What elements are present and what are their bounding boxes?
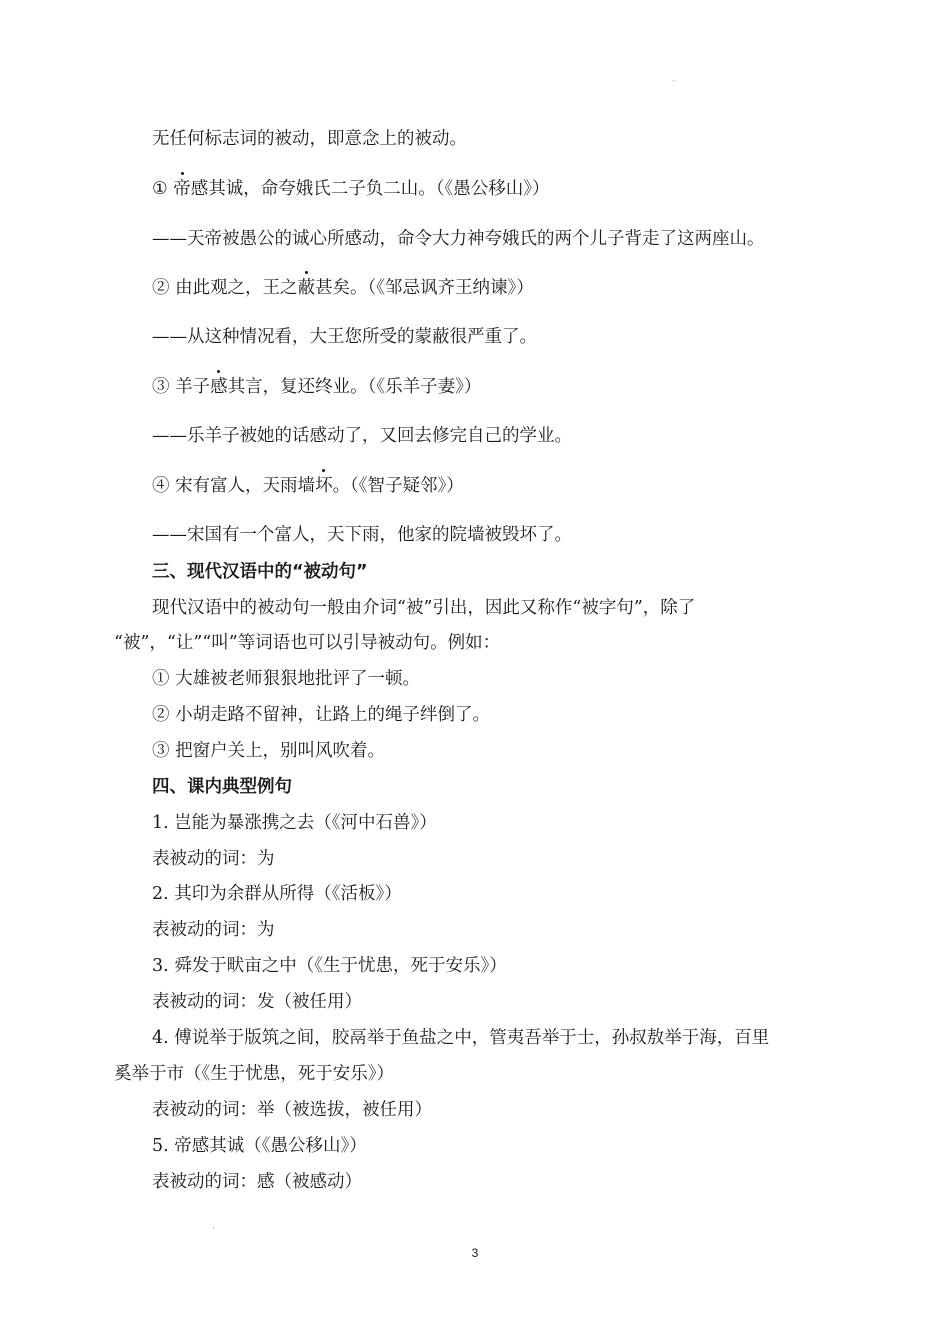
emphasized-char: 感 bbox=[210, 377, 228, 397]
typical-sentence-4-line-1: 4. 傅说举于版筑之间，胶鬲举于鱼盐之中，管夷吾举于士，孙叔敖举于海，百里 bbox=[152, 1028, 770, 1048]
typical-sentence-3: 3. 舜发于畎亩之中（《生于忧患，死于安乐》） bbox=[152, 956, 507, 976]
typical-sentence-5: 5. 帝感其诚（《愚公移山》） bbox=[152, 1136, 367, 1156]
section-3-paragraph-line-2: “被”，“让”“叫”等词语也可以引导被动句。例如： bbox=[114, 633, 501, 653]
section-4-heading: 四、课内典型例句 bbox=[152, 777, 292, 797]
passive-word-note-5: 表被动的词：感（被感动） bbox=[152, 1172, 362, 1192]
passive-word-note-3: 表被动的词：发（被任用） bbox=[152, 992, 362, 1012]
typical-sentence-2: 2. 其印为余群从所得（《活板》） bbox=[152, 884, 402, 904]
typical-sentence-1: 1. 岂能为暴涨携之去（《河中石兽》） bbox=[152, 813, 437, 833]
example-2: ② 由此观之，王之蔽甚矣。（《邹忌讽齐王纳谏》） bbox=[152, 278, 534, 298]
intro-line: 无任何标志词的被动，即意念上的被动。 bbox=[152, 129, 467, 149]
emphasized-char: 坏 bbox=[315, 476, 333, 496]
example-4: ④ 宋有富人，天雨墙坏。（《智子疑邻》） bbox=[152, 476, 464, 496]
modern-example-3: ③ 把窗户关上，别叫风吹着。 bbox=[152, 741, 386, 761]
translation-4: ——宋国有一个富人，天下雨，他家的院墙被毁坏了。 bbox=[152, 525, 572, 545]
typical-sentence-4-line-2: 奚举于市（《生于忧患，死于安乐》） bbox=[114, 1064, 394, 1084]
page-number: 3 bbox=[471, 1246, 479, 1260]
modern-example-1: ① 大雄被老师狠狠地批评了一顿。 bbox=[152, 669, 421, 689]
passive-word-note-1: 表被动的词：为 bbox=[152, 849, 275, 869]
translation-2: ——从这种情况看，大王您所受的蒙蔽很严重了。 bbox=[152, 327, 537, 347]
section-3-heading: 三、现代汉语中的“被动句” bbox=[152, 562, 368, 582]
passive-word-note-2: 表被动的词：为 bbox=[152, 920, 275, 940]
example-1: ① 帝感其诚，命夸娥氏二子负二山。（《愚公移山》） bbox=[152, 179, 550, 199]
section-3-paragraph-line-1: 现代汉语中的被动句一般由介词“被”引出，因此又称作“被字句”，除了 bbox=[152, 598, 696, 618]
scan-speck bbox=[213, 1227, 214, 1228]
translation-1: ——天帝被愚公的诚心所感动，命令大力神夸娥氏的两个儿子背走了这两座山。 bbox=[152, 229, 765, 249]
scan-speck bbox=[673, 80, 674, 81]
example-3: ③ 羊子感其言，复还终业。（《乐羊子妻》） bbox=[152, 377, 482, 397]
emphasized-char: 帝 bbox=[173, 179, 191, 199]
modern-example-2: ② 小胡走路不留神，让路上的绳子绊倒了。 bbox=[152, 705, 491, 725]
translation-3: ——乐羊子被她的话感动了，又回去修完自己的学业。 bbox=[152, 426, 572, 446]
emphasized-char: 蔽 bbox=[297, 278, 316, 298]
passive-word-note-4: 表被动的词：举（被选拔，被任用） bbox=[152, 1100, 432, 1120]
